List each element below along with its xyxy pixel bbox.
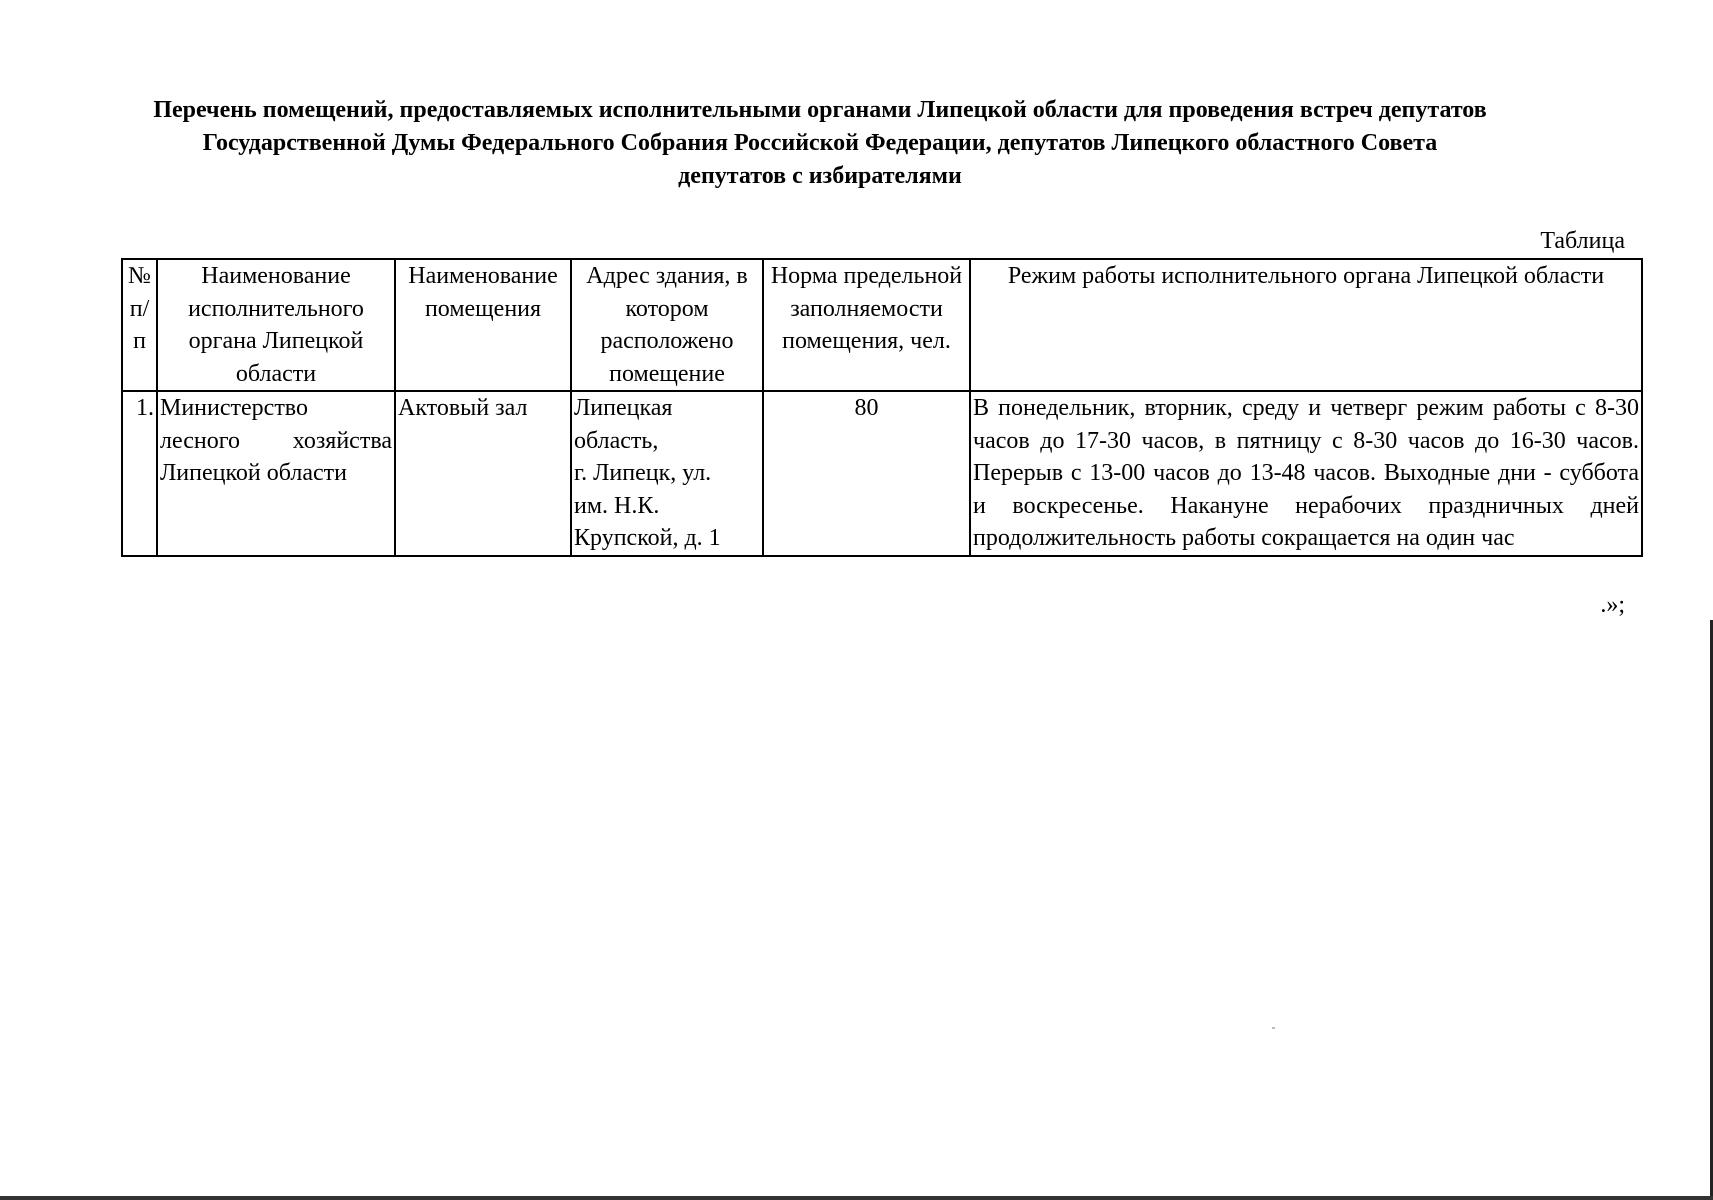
title-line-2: Государственной Думы Федерального Собрания Российской Федерации, депутатов Липецкого областного Совета [202, 130, 1438, 156]
scan-speck [1272, 1027, 1275, 1029]
scan-edge-bottom [0, 1196, 1713, 1200]
cell-num: 1. [122, 391, 157, 556]
premises-table [121, 258, 1643, 557]
address-line-3: г. Липецк, ул. [574, 460, 712, 486]
address-line-4: им. Н.К. [574, 492, 660, 519]
address-line-2: область, [574, 427, 659, 454]
cell-capacity: 80 [763, 391, 970, 556]
header-capacity: Норма предельной заполняемости помещения, чел. [763, 259, 970, 391]
title-line-1: Перечень помещений, предоставляемых исполнительными органами Липецкой области для проведения встреч депутатов [153, 97, 1487, 123]
table-label: Таблица [1540, 228, 1625, 254]
header-num: № п/п [122, 259, 157, 391]
document-title [110, 94, 1530, 193]
cell-room: Актовый зал [395, 391, 571, 556]
cell-schedule: В понедельник, вторник, среду и четверг режим работы с 8-30 часов до 17-30 часов, в пятницу с 8-30 часов до 16-30 часов. Перерыв с 13-00 часов до 13-48 часов. Выходные дни - суббота и воскресенье. Накануне нерабочих праздничных дней продолжительность работы сокращается на один час [970, 391, 1642, 556]
title-line-3: депутатов с избирателями [678, 163, 962, 189]
cell-address [571, 391, 763, 556]
header-org: Наименование исполнительного органа Липецкой области [157, 259, 395, 391]
header-schedule: Режим работы исполнительного органа Липецкой области [970, 259, 1642, 391]
header-room: Наименование помещения [395, 259, 571, 391]
table-header-row [122, 259, 1642, 391]
address-line-5: Крупской, д. 1 [574, 525, 721, 551]
closing-quote-mark: .»; [1600, 592, 1625, 618]
cell-org: Министерство лесного хозяйства Липецкой области [157, 391, 395, 556]
header-address: Адрес здания, в котором расположено помещение [571, 259, 763, 391]
table-row [122, 391, 1642, 556]
address-line-1: Липецкая [574, 395, 673, 421]
